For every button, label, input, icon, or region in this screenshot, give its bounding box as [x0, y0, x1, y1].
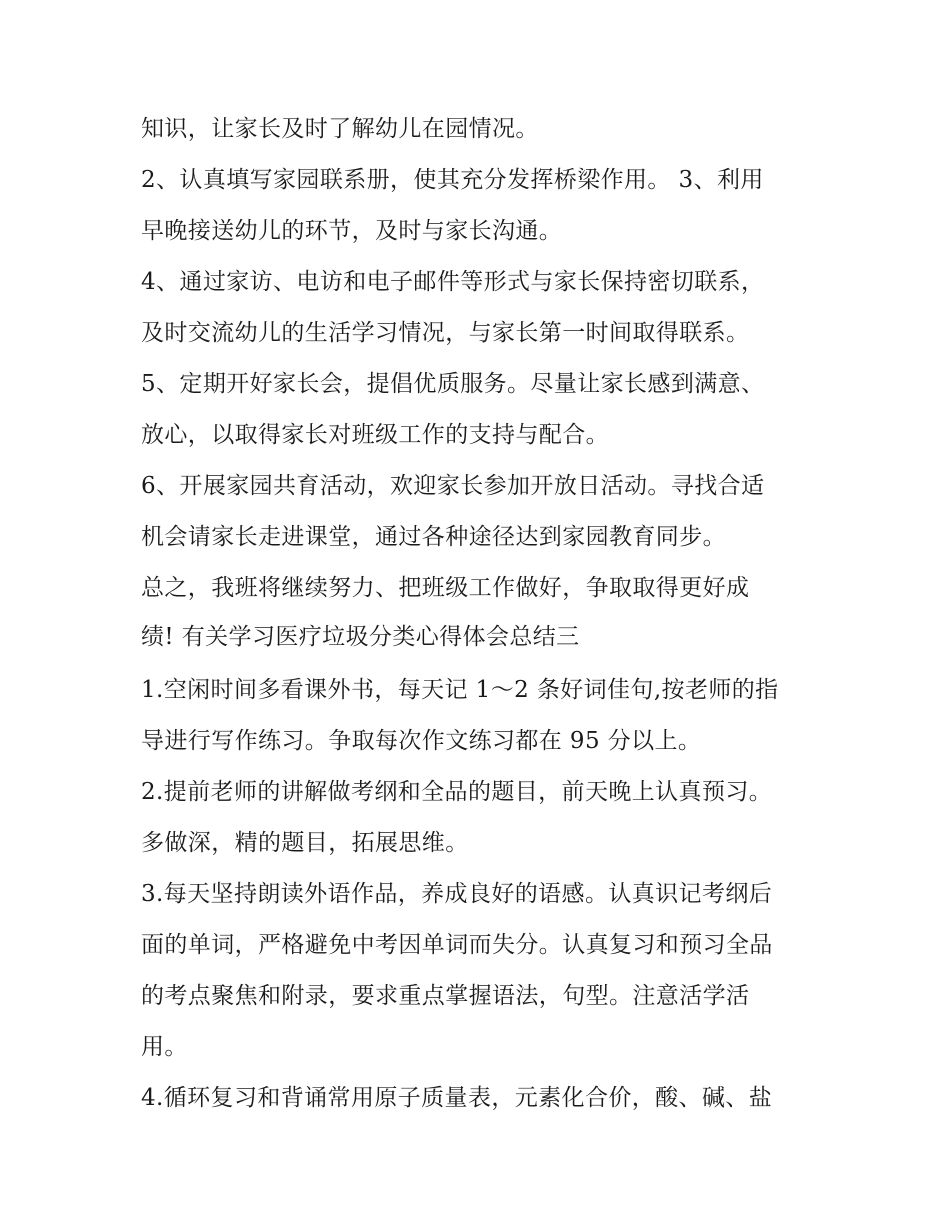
text-line: 多做深，精的题目，拓展思维。: [141, 830, 469, 856]
text-line: 放心，以取得家长对班级工作的支持与配合。: [141, 422, 609, 448]
text-line: 5、定期开好家长会，提倡优质服务。尽量让家长感到满意、: [141, 371, 765, 397]
text-line: 绩! 有关学习医疗垃圾分类心得体会总结三: [141, 624, 580, 650]
text-line: 及时交流幼儿的生活学习情况，与家长第一时间取得联系。: [141, 320, 750, 346]
text-line: 面的单词，严格避免中考因单词而失分。认真复习和预习全品: [141, 932, 773, 958]
text-line: 1.空闲时间多看课外书，每天记 1～2 条好词佳句,按老师的指: [141, 677, 779, 703]
text-line: 知识，让家长及时了解幼儿在园情况。: [141, 116, 539, 142]
text-line: 总之，我班将继续努力、把班级工作做好，争取取得更好成: [141, 575, 750, 601]
text-line: 2、认真填写家园联系册，使其充分发挥桥梁作用。 3、利用: [141, 167, 764, 193]
text-line: 4.循环复习和背诵常用原子质量表，元素化合价，酸、碱、盐: [141, 1085, 773, 1111]
text-line: 3.每天坚持朗读外语作品，养成良好的语感。认真识记考纲后: [141, 881, 773, 907]
text-line: 早晚接送幼儿的环节，及时与家长沟通。: [141, 218, 563, 244]
text-line: 导进行写作练习。争取每次作文练习都在 95 分以上。: [141, 728, 702, 754]
text-line: 用。: [141, 1034, 188, 1060]
text-line: 2.提前老师的讲解做考纲和全品的题目，前天晚上认真预习。: [141, 779, 773, 805]
text-line: 4、通过家访、电访和电子邮件等形式与家长保持密切联系，: [141, 269, 765, 295]
text-line: 6、开展家园共育活动，欢迎家长参加开放日活动。寻找合适: [141, 473, 765, 499]
text-line: 的考点聚焦和附录，要求重点掌握语法，句型。注意活学活: [141, 983, 750, 1009]
text-line: 机会请家长走进课堂，通过各种途径达到家园教育同步。: [141, 524, 726, 550]
